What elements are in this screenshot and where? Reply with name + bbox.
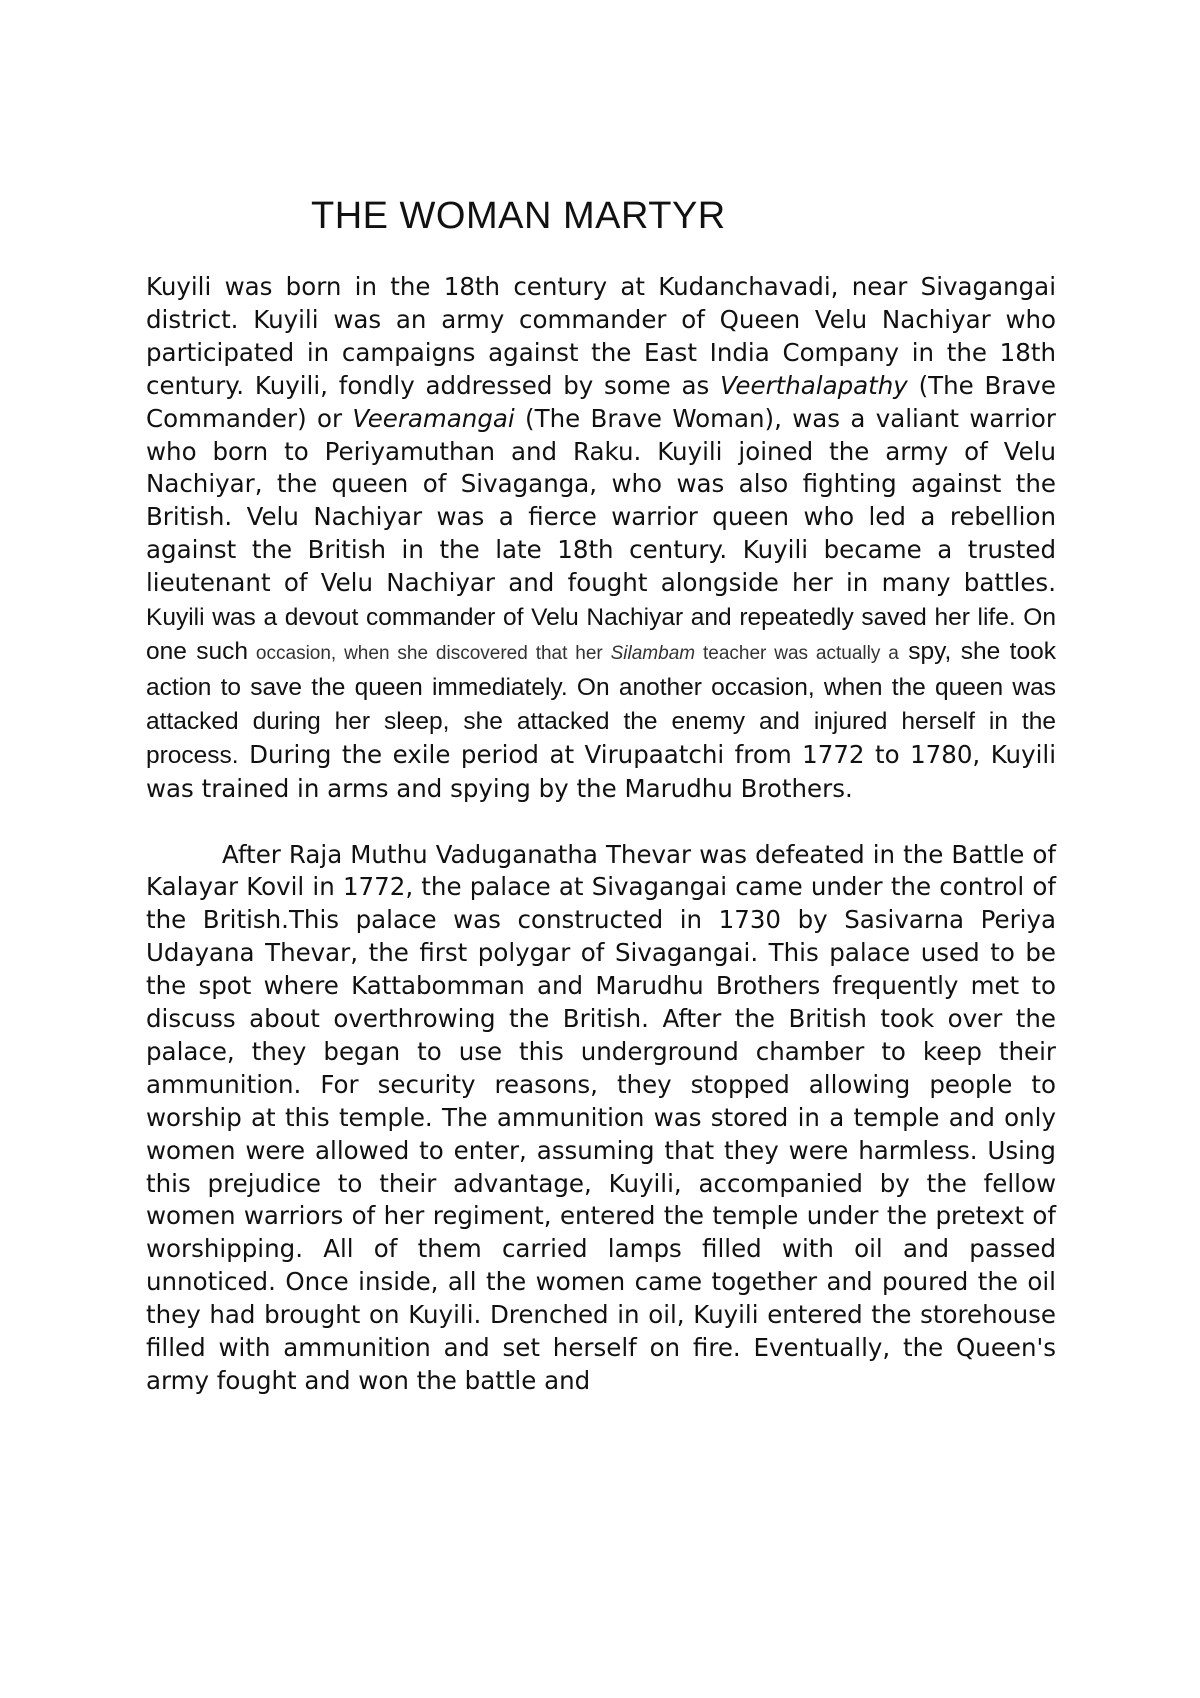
paragraph-2: After Raja Muthu Vaduganatha Thevar was defeated in the Battle of Kalayar Kovil in 1772, the palace at Sivagangai came under the control of the British.This palace was constructed in 1730 by Sasivarna Periya Udayana Thevar, the first polygar of Sivagangai. This palace used to be the spot where Kattabomman and Marudhu Brothers frequently met to discuss about overthrowing the British. After the British took over the palace, they began to use this underground chamber to keep their ammunition. For security reasons, they stopped allowing people to worship at this temple. The ammunition was stored in a temple and only women were allowed to enter, assuming that they were harmless. Using this prejudice to their advantage, Kuyili, accompanied by the fellow women warriors of her regiment, entered the temple under the pretext of worshipping. All of them carried lamps filled with oil and passed unnoticed. Once inside, all the women came together and poured the oil they had brought on Kuyili. Drenched in oil, Kuyili entered the storehouse filled with ammunition and set herself on fire. Eventually, the Queen's army fought and won the battle and xyxy=(146,839,1056,1395)
paragraph-1-text-3: (The Brave Woman), was a valiant warrior who born to Periyamuthan and Raku. Kuyili joined the army of Velu Nachiyar, the queen of Sivaganga, who was also fighting against the British. Velu Nachiyar was a fierce warrior queen who led a rebellion against the British in the late 18th century. Kuyili became a trusted lieutenant of Velu Nachiyar and fought alongside her in many battles. xyxy=(146,403,1056,598)
paragraph-1-text-4: Kuyili was a devout commander of Velu Nachiyar and repeatedly saved her life. On one such xyxy=(146,604,1056,665)
page-title: THE WOMAN MARTYR xyxy=(311,195,726,237)
article-body xyxy=(146,271,1056,1398)
term-veerthalapathy: Veerthalapathy xyxy=(720,370,908,400)
term-silambam: Silambam xyxy=(610,642,696,664)
paragraph-1-text-6: teacher was actually a xyxy=(695,642,899,664)
paragraph-1-text-5: occasion, when she discovered that her xyxy=(248,642,611,664)
paragraph-1 xyxy=(146,271,1056,806)
paragraph-1-text-8: During the exile period at Virupaatchi from 1772 to 1780, Kuyili was trained in arms and spying by the Marudhu Brothers. xyxy=(146,739,1056,803)
paragraph-1-text-2: (The Brave Commander) or xyxy=(146,370,1056,433)
term-veeramangai: Veeramangai xyxy=(352,403,515,433)
paragraph-1-text-7: spy, she took action to save the queen immediately. On another occasion, when the queen was attacked during her sleep, she attacked the enemy and injured herself in the process. xyxy=(146,637,1056,769)
paragraph-1-text-1: Kuyili was born in the 18th century at Kudanchavadi, near Sivagangai district. Kuyili was an army commander of Queen Velu Nachiyar who participated in campaigns against the East India Company in the 18th century. Kuyili, fondly addressed by some as xyxy=(146,272,1056,400)
